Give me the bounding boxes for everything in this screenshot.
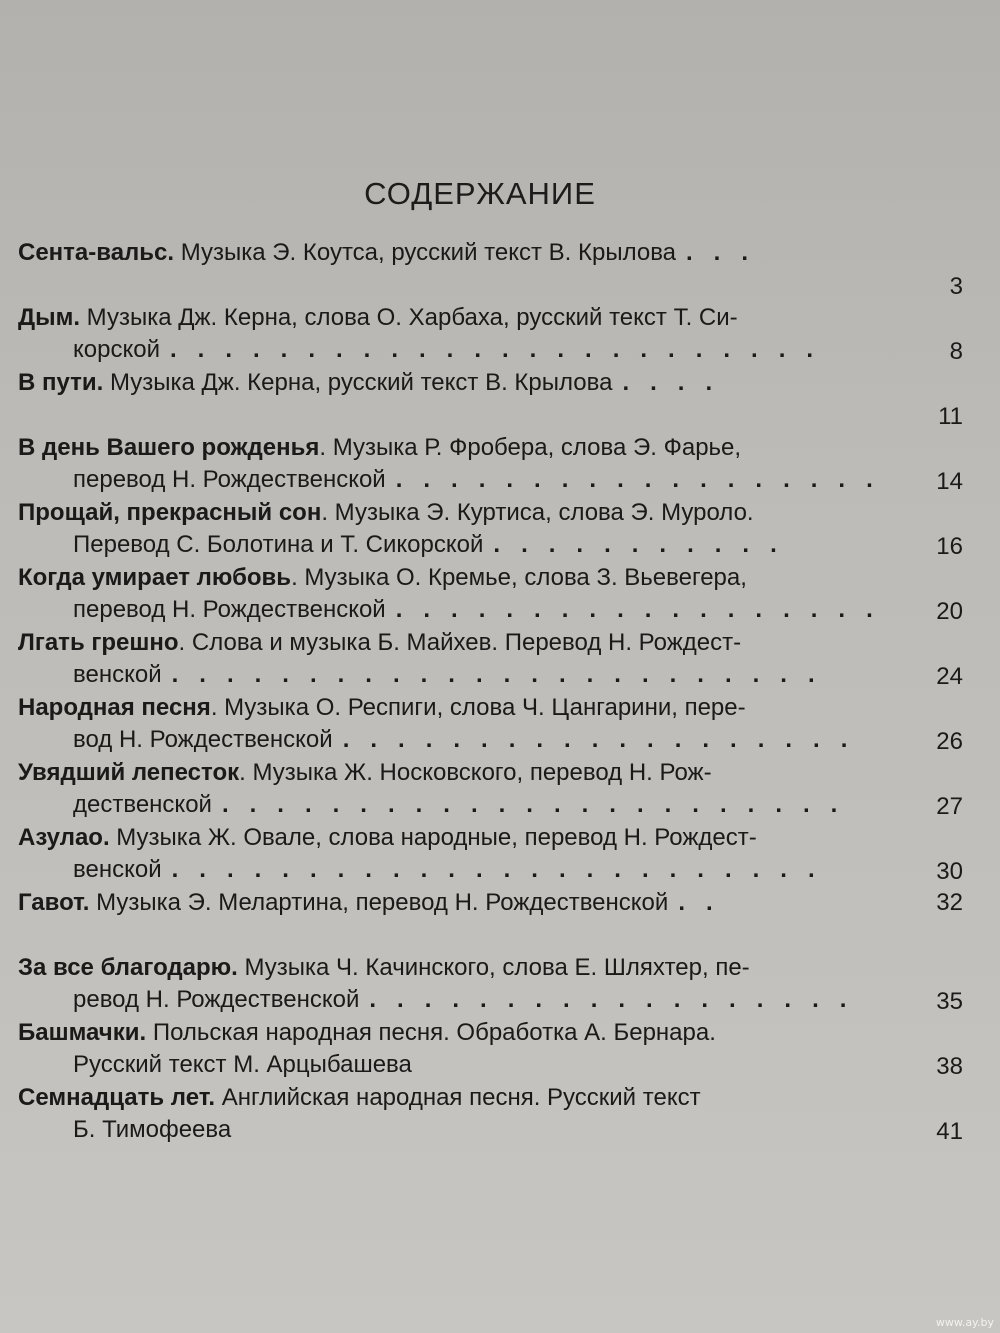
song-credits-cont: дественской [73, 791, 212, 818]
page-number: 32 [936, 889, 963, 916]
song-credits-cont: корской [73, 336, 160, 363]
page-number: 35 [936, 988, 963, 1015]
toc-entry-continuation [73, 1050, 858, 1080]
song-title: Народная песня [18, 694, 211, 721]
song-credits: Музыка Ч. Качинского, слова Е. Шляхтер, пе- [237, 954, 750, 981]
toc-entry-continuation [73, 985, 868, 1015]
leader-dots: .................. [369, 986, 868, 1013]
page-number: 3 [949, 273, 963, 300]
toc-entry [18, 823, 963, 888]
toc-entry [18, 563, 963, 628]
song-title: Азулао. [18, 824, 110, 851]
toc-entry-continuation [73, 855, 858, 885]
page-number: 41 [936, 1118, 963, 1145]
toc-entry-line [18, 563, 858, 593]
page-number: 11 [938, 403, 963, 430]
song-title: В пути. [18, 369, 104, 396]
toc-entry [18, 888, 963, 953]
song-title: Когда умирает любовь [18, 564, 292, 591]
song-title: Лгать грешно [18, 629, 179, 656]
song-credits: Музыка Ж. Овале, слова народные, перевод Н. Рождест- [109, 824, 757, 851]
song-credits: . Музыка Р. Фробера, слова Э. Фарье, [319, 434, 742, 461]
toc-entry-line [18, 498, 858, 528]
song-credits-cont: Русский текст М. Арцыбашева [73, 1051, 412, 1078]
leader-dots: ....................... [221, 791, 859, 818]
toc-entry [18, 433, 963, 498]
toc-entry-line [18, 238, 868, 268]
song-credits: Английская народная песня. Русский текст [215, 1084, 701, 1111]
song-title: Гавот. [18, 889, 90, 916]
song-title: Сента-вальс. [18, 239, 175, 266]
toc-entry-line [18, 758, 858, 788]
toc-entry [18, 758, 963, 823]
song-credits-cont: перевод Н. Рождественской [73, 596, 386, 623]
song-credits-cont: венской [73, 856, 162, 883]
toc-entry-continuation [73, 530, 858, 560]
toc-entry [18, 1083, 963, 1148]
page-number: 27 [936, 793, 963, 820]
leader-dots: ........................ [170, 336, 835, 363]
song-title: Увядший лепесток [18, 759, 240, 786]
table-of-contents [18, 238, 963, 1148]
page-number: 14 [936, 468, 963, 495]
leader-dots: ........... [493, 531, 798, 558]
page-number: 38 [936, 1053, 963, 1080]
song-credits-cont: венской [73, 661, 162, 688]
toc-entry-continuation [73, 725, 869, 755]
toc-entry [18, 953, 963, 1018]
song-title: За все благодарю. [18, 954, 238, 981]
leader-dots: ........................ [171, 856, 836, 883]
song-credits-cont: ревод Н. Рождественской [73, 986, 360, 1013]
song-credits: . Музыка О. Респиги, слова Ч. Цангарини, пере- [210, 694, 746, 721]
toc-entry-line [18, 303, 858, 333]
toc-entry-line [18, 953, 858, 983]
song-credits: Музыка Э. Коутса, русский текст В. Крылова [174, 239, 677, 266]
page-title: СОДЕРЖАНИЕ [364, 176, 596, 211]
song-credits: . Музыка О. Кремье, слова З. Вьевегера, [291, 564, 747, 591]
toc-entry-line [18, 433, 858, 463]
leader-dots: .. [678, 889, 734, 916]
toc-entry [18, 1018, 963, 1083]
toc-entry-line [18, 628, 858, 658]
toc-entry [18, 693, 963, 758]
toc-entry-continuation [73, 660, 858, 690]
page-number: 26 [936, 728, 963, 755]
toc-entry-line [18, 823, 858, 853]
leader-dots: ................... [342, 726, 869, 753]
toc-entry-line [18, 888, 868, 918]
song-credits-cont: перевод Н. Рождественской [73, 466, 386, 493]
song-title: В день Вашего рожденья [18, 434, 320, 461]
page-number: 30 [936, 858, 963, 885]
toc-entry [18, 498, 963, 563]
song-credits: Польская народная песня. Обработка А. Бернара. [146, 1019, 716, 1046]
song-title: Дым. [18, 304, 81, 331]
song-title: Прощай, прекрасный сон [18, 499, 322, 526]
leader-dots: ... [686, 239, 770, 266]
page-number: 8 [949, 338, 963, 365]
leader-dots: .................. [395, 466, 894, 493]
leader-dots: .................. [395, 596, 894, 623]
page-number: 24 [936, 663, 963, 690]
song-title: Башмачки. [18, 1019, 147, 1046]
song-credits: . Музыка Ж. Носковского, перевод Н. Рож- [239, 759, 712, 786]
toc-entry-continuation [73, 595, 894, 625]
leader-dots: ........................ [171, 661, 836, 688]
song-credits-cont: вод Н. Рождественской [73, 726, 333, 753]
song-credits-cont: Перевод С. Болотина и Т. Сикорской [73, 531, 484, 558]
page-number: 20 [936, 598, 963, 625]
toc-entry-line [18, 368, 868, 398]
song-credits: Музыка Дж. Керна, русский текст В. Крылова [103, 369, 613, 396]
watermark: www.ay.by [935, 1316, 994, 1329]
song-credits: . Музыка Э. Куртиса, слова Э. Муроло. [321, 499, 754, 526]
toc-entry [18, 238, 963, 303]
toc-entry [18, 368, 963, 433]
toc-entry-continuation [73, 465, 894, 495]
song-title: Семнадцать лет. [18, 1084, 216, 1111]
toc-entry [18, 303, 963, 368]
song-credits: Музыка Э. Мелартина, перевод Н. Рождественской [89, 889, 669, 916]
toc-entry-line [18, 693, 858, 723]
toc-entry-continuation [73, 335, 858, 365]
song-credits-cont: Б. Тимофеева [73, 1116, 232, 1143]
song-credits: . Слова и музыка Б. Майхев. Перевод Н. Рождест- [178, 629, 742, 656]
page-number: 16 [936, 533, 963, 560]
song-credits: Музыка Дж. Керна, слова О. Харбаха, русский текст Т. Си- [80, 304, 738, 331]
leader-dots: .... [622, 369, 734, 396]
toc-entry-continuation [73, 1115, 858, 1145]
toc-entry-line [18, 1083, 858, 1113]
toc-entry-line [18, 1018, 858, 1048]
toc-entry [18, 628, 963, 693]
toc-entry-continuation [73, 790, 858, 820]
